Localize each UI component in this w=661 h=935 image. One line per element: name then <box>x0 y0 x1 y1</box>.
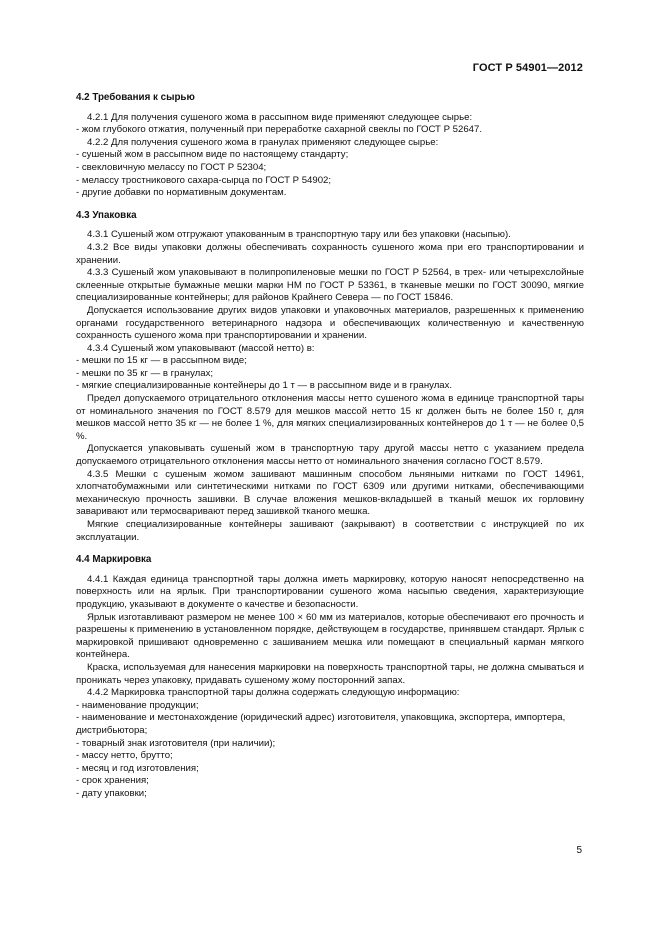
paragraph: 4.2.2 Для получения сушеного жома в гранулах применяют следующее сырье: <box>87 136 439 148</box>
list-item: - мешки по 15 кг — в рассыпном виде; <box>76 355 247 367</box>
list-item: - срок хранения; <box>76 775 149 787</box>
list-item: - мелассу тростникового сахара-сырца по ГОСТ Р 54902; <box>76 174 332 186</box>
section-title: 4.3 Упаковка <box>76 209 137 221</box>
list-item: - другие добавки по нормативным документам. <box>76 187 287 199</box>
paragraph: 4.3.3 Сушеный жом упаковывают в полипропиленовые мешки по ГОСТ Р 52564, в трех- или четырехслойные склеенные открытые бумажные мешки марки НМ по ГОСТ Р 53361, в тканевые мешки по ГОСТ 30090, мягкие специализированные контейнеры; для районов Крайнего Севера — по ГОСТ 15846. <box>76 267 584 304</box>
list-item: - наименование и местонахождение (юридический адрес) изготовителя, упаковщика, экспортера, импортера, дистрибьютора; <box>76 712 566 736</box>
paragraph: Ярлык изготавливают размером не менее 100 × 60 мм из материалов, которые обеспечивают его прочность и разрешены к применению в установленном порядке, действующем в государстве, принявшем стандарт. Ярлык с маркировкой пришивают одновременно с зашиванием мешка или помещают в специальный карман мягкого контейнера. <box>76 611 584 661</box>
paragraph: Допускается использование других видов упаковки и упаковочных материалов, разрешенных к применению органами государственного ветеринарного надзора и обеспечивающих количественную и качественную сохранность сушеного жома при транспортировании и хранении. <box>76 304 584 342</box>
paragraph: Краска, используемая для нанесения маркировки на поверхность транспортной тары, не должна смываться и проникать через упаковку, придавать сушеному жому посторонний запах. <box>76 661 584 686</box>
list-item: - месяц и год изготовления; <box>76 762 199 774</box>
list-item: - дату упаковки; <box>76 787 147 799</box>
paragraph: 4.3.1 Сушеный жом отгружают упакованным в транспортную тару или без упаковки (насыпью). <box>87 229 511 241</box>
paragraph: 4.4.1 Каждая единица транспортной тары должна иметь маркировку, которую наносят непосредственно на поверхность или на ярлык. При транспортировании сушеного жома насыпью сведения, характеризующие продукцию, указывают в документе о качестве и безопасности. <box>76 573 584 610</box>
list-item: - товарный знак изготовителя (при наличии); <box>76 737 276 749</box>
list-item: - мешки по 35 кг — в гранулах; <box>76 367 214 379</box>
paragraph: 4.3.5 Мешки с сушеным жомом зашивают машинным способом льняными нитками по ГОСТ 14961, хлопчатобумажными или синтетическими нитками по ГОСТ 6309 или другими нитками, обеспечивающими механическую прочность зашивки. В случае вложения мешков-вкладышей в тканый мешок их горловину заваривают или термосваривают перед зашивкой тканого мешка. <box>76 468 584 518</box>
list-item: - свекловичную мелассу по ГОСТ Р 52304; <box>76 161 267 173</box>
paragraph: 4.4.2 Маркировка транспортной тары должна содержать следующую информацию: <box>87 687 460 699</box>
paragraph: Мягкие специализированные контейнеры зашивают (закрывают) в соответствии с инструкцией по их эксплуатации. <box>76 519 584 543</box>
page-number: 5 <box>576 845 582 856</box>
document-body <box>76 92 584 800</box>
list-item: - жом глубокого отжатия, полученный при переработке сахарной свеклы по ГОСТ Р 52647. <box>76 124 482 136</box>
section-title: 4.4 Маркировка <box>76 554 152 566</box>
paragraph: 4.3.2 Все виды упаковки должны обеспечивать сохранность сушеного жома при его транспортировании и хранении. <box>76 241 584 266</box>
paragraph: 4.2.1 Для получения сушеного жома в рассыпном виде применяют следующее сырье: <box>87 111 473 123</box>
paragraph: Предел допускаемого отрицательного отклонения массы нетто сушеного жома в единице транспортной тары от номинального значения по ГОСТ 8.579 для мешков массой нетто 15 кг должен быть не более 150 г, для мешков массой нетто 35 кг — не более 1 %, для мягких специализированных контейнеров до 1 т — не более 0,5 %. <box>76 393 584 442</box>
list-item: - мягкие специализированные контейнеры до 1 т — в рассыпном виде и в гранулах. <box>76 380 453 392</box>
section-title: 4.2 Требования к сырью <box>76 92 195 103</box>
document-code-header: ГОСТ Р 54901—2012 <box>472 62 583 74</box>
list-item: - наименование продукции; <box>76 699 199 711</box>
list-item: - массу нетто, брутто; <box>76 750 173 762</box>
paragraph: 4.3.4 Сушеный жом упаковывают (массой нетто) в: <box>87 342 315 354</box>
paragraph: Допускается упаковывать сушеный жом в транспортную тару другой массы нетто с указанием предела допускаемого отрицательного отклонения массы нетто от номинального значения согласно ГОСТ 8.579. <box>76 443 584 468</box>
list-item: - сушеный жом в рассыпном виде по настоящему стандарту; <box>76 149 349 161</box>
